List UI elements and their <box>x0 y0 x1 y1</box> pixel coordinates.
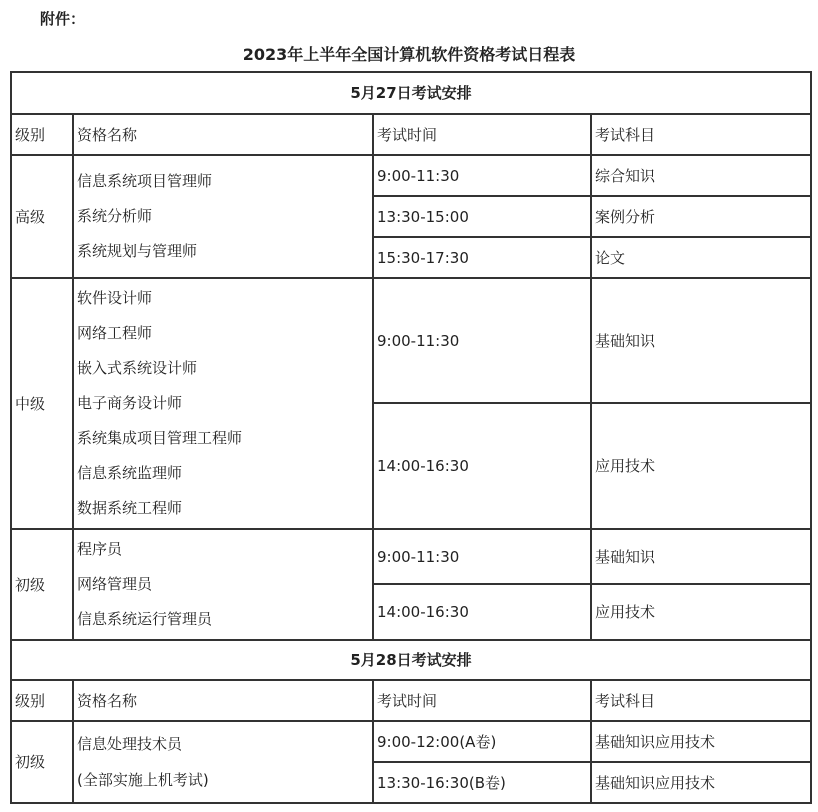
table-row <box>11 155 811 196</box>
day2-junior-names <box>73 721 373 803</box>
exam-subject: 应用技术 <box>591 403 811 529</box>
exam-time: 14:00-16:30 <box>373 403 591 529</box>
intermediate-names <box>73 278 373 529</box>
intermediate-level: 中级 <box>11 278 73 529</box>
day1-heading: 5月27日考试安排 <box>11 72 811 114</box>
day2-junior-level: 初级 <box>11 721 73 803</box>
exam-time: 15:30-17:30 <box>373 237 591 278</box>
header-name: 资格名称 <box>73 114 373 155</box>
qualification-name: 嵌入式系统设计师 <box>77 359 198 377</box>
exam-time: 9:00-11:30 <box>373 529 591 584</box>
document-title: 2023年上半年全国计算机软件资格考试日程表 <box>242 45 576 64</box>
table-row <box>11 529 811 584</box>
header-time: 考试时间 <box>373 114 591 155</box>
qualification-name: 电子商务设计师 <box>77 394 183 412</box>
header-subject: 考试科目 <box>591 680 811 721</box>
header-subject: 考试科目 <box>591 114 811 155</box>
header-level: 级别 <box>11 680 73 721</box>
qualification-name: 信息系统运行管理员 <box>77 610 213 628</box>
qualification-name: 软件设计师 <box>77 289 153 307</box>
exam-subject: 基础知识 <box>591 278 811 403</box>
exam-schedule-table <box>10 71 812 804</box>
junior-level: 初级 <box>11 529 73 640</box>
qualification-name: 信息系统监理师 <box>77 464 183 482</box>
exam-subject: 基础知识 <box>591 529 811 584</box>
exam-subject: 案例分析 <box>591 196 811 237</box>
qualification-note: (全部实施上机考试) <box>77 771 209 789</box>
exam-time: 9:00-11:30 <box>373 155 591 196</box>
exam-subject: 综合知识 <box>591 155 811 196</box>
qualification-name: 信息系统项目管理师 <box>77 172 213 190</box>
qualification-name: 信息处理技术员 <box>77 735 183 753</box>
exam-time: 13:30-16:30(B卷) <box>373 762 591 803</box>
senior-level: 高级 <box>11 155 73 278</box>
exam-time: 14:00-16:30 <box>373 584 591 640</box>
qualification-name: 网络管理员 <box>77 575 153 593</box>
header-row <box>11 680 811 721</box>
table-row <box>11 278 811 403</box>
senior-names <box>73 155 373 278</box>
exam-subject: 应用技术 <box>591 584 811 640</box>
exam-time: 9:00-12:00(A卷) <box>373 721 591 762</box>
exam-subject: 基础知识应用技术 <box>591 721 811 762</box>
day2-heading: 5月28日考试安排 <box>11 640 811 680</box>
qualification-name: 系统集成项目管理工程师 <box>77 429 243 447</box>
exam-subject: 论文 <box>591 237 811 278</box>
attachment-label: 附件： <box>40 10 86 28</box>
junior-names <box>73 529 373 640</box>
exam-time: 13:30-15:00 <box>373 196 591 237</box>
exam-subject: 基础知识应用技术 <box>591 762 811 803</box>
qualification-name: 程序员 <box>77 540 123 558</box>
header-time: 考试时间 <box>373 680 591 721</box>
header-level: 级别 <box>11 114 73 155</box>
header-row <box>11 114 811 155</box>
qualification-name: 数据系统工程师 <box>77 499 183 517</box>
table-row <box>11 721 811 762</box>
qualification-name: 网络工程师 <box>77 324 153 342</box>
exam-time: 9:00-11:30 <box>373 278 591 403</box>
header-name: 资格名称 <box>73 680 373 721</box>
qualification-name: 系统规划与管理师 <box>77 242 198 260</box>
qualification-name: 系统分析师 <box>77 207 153 225</box>
